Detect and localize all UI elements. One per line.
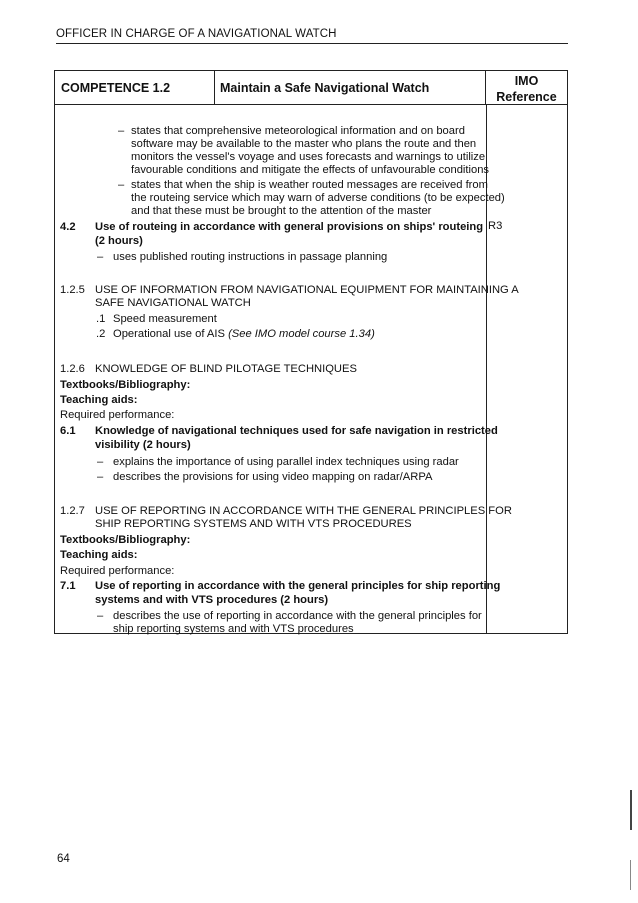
item-number: 7.1 xyxy=(60,580,76,592)
bullet-dash: – xyxy=(118,125,125,137)
item-7-1-title-line1: Use of reporting in accordance with the general principles for ship reporting xyxy=(95,580,501,592)
item-4-2-bullet: uses published routing instructions in passage planning xyxy=(113,251,388,263)
item-6-1-bullet-1: explains the importance of using parallel index techniques using radar xyxy=(113,456,459,468)
header-cell-competence xyxy=(55,71,215,104)
bullet-top-1-line1: states that comprehensive meteorological information and on board xyxy=(131,125,465,137)
subitem-ais-reference: (See IMO model course 1.34) xyxy=(228,328,375,340)
bullet-dash: – xyxy=(97,471,104,483)
running-head: OFFICER IN CHARGE OF A NAVIGATIONAL WATCH xyxy=(56,28,337,40)
subitem-ais xyxy=(113,327,375,341)
section-1-2-5-title-line2: SAFE NAVIGATIONAL WATCH xyxy=(95,297,251,309)
competence-label: COMPETENCE 1.2 xyxy=(61,81,171,95)
imo-label-line1: IMO xyxy=(514,74,539,88)
bullet-dash: – xyxy=(118,179,125,191)
section-1-2-6-title: KNOWLEDGE OF BLIND PILOTAGE TECHNIQUES xyxy=(95,363,357,375)
imo-reference-value: R3 xyxy=(488,220,503,232)
bullet-top-2-line1: states that when the ship is weather routed messages are received from xyxy=(131,179,488,191)
scan-artifact xyxy=(630,790,632,830)
bullet-top-1-line3: monitors the vessel's voyage and uses forecasts and warnings to utilize xyxy=(131,151,486,163)
imo-label-line2: Reference xyxy=(496,90,557,104)
item-6-1-bullet-2: describes the provisions for using video mapping on radar/ARPA xyxy=(113,471,433,483)
table-header-row xyxy=(55,71,567,105)
item-6-1-title-line2: visibility (2 hours) xyxy=(95,439,191,451)
bullet-dash: – xyxy=(97,610,104,622)
item-number: 6.1 xyxy=(60,425,76,437)
header-cell-imo-reference xyxy=(486,71,567,104)
textbooks-label: Textbooks/Bibliography: xyxy=(60,534,191,546)
teaching-aids-label: Teaching aids: xyxy=(60,394,138,406)
item-7-1-title-line2: systems and with VTS procedures (2 hours) xyxy=(95,594,329,606)
section-1-2-7-title-line2: SHIP REPORTING SYSTEMS AND WITH VTS PROCEDURES xyxy=(95,518,412,530)
bullet-top-2-line2: the routeing service which may warn of adverse conditions (to be expected) xyxy=(131,192,505,204)
header-rule xyxy=(56,43,568,44)
required-performance-label: Required performance: xyxy=(60,565,175,577)
teaching-aids-label: Teaching aids: xyxy=(60,549,138,561)
subitem-number: .1 xyxy=(96,313,106,325)
section-number: 1.2.6 xyxy=(60,363,85,375)
bullet-dash: – xyxy=(97,251,104,263)
subitem-speed-measurement: Speed measurement xyxy=(113,313,217,325)
item-7-1-bullet-line1: describes the use of reporting in accordance with the general principles for xyxy=(113,610,482,622)
item-number: 4.2 xyxy=(60,221,76,233)
item-6-1-title-line1: Knowledge of navigational techniques used for safe navigation in restricted xyxy=(95,425,498,437)
item-4-2-title-line2: (2 hours) xyxy=(95,235,143,247)
subitem-ais-text: Operational use of AIS xyxy=(113,328,229,340)
required-performance-label: Required performance: xyxy=(60,409,175,421)
imo-reference-label xyxy=(486,73,567,105)
page-number: 64 xyxy=(57,853,70,865)
section-1-2-5-title-line1: USE OF INFORMATION FROM NAVIGATIONAL EQUIPMENT FOR MAINTAINING A xyxy=(95,284,519,296)
section-number: 1.2.7 xyxy=(60,505,85,517)
bullet-dash: – xyxy=(97,456,104,468)
scan-artifact xyxy=(630,860,631,890)
item-4-2-title-line1: Use of routeing in accordance with general provisions on ships' routeing xyxy=(95,221,484,233)
competence-title: Maintain a Safe Navigational Watch xyxy=(220,81,430,95)
bullet-top-1-line2: software may be available to the master who plans the route and then xyxy=(131,138,477,150)
section-1-2-7-title-line1: USE OF REPORTING IN ACCORDANCE WITH THE GENERAL PRINCIPLES FOR xyxy=(95,505,512,517)
item-7-1-bullet-line2: ship reporting systems and with VTS procedures xyxy=(113,623,354,635)
section-number: 1.2.5 xyxy=(60,284,85,296)
textbooks-label: Textbooks/Bibliography: xyxy=(60,379,191,391)
bullet-top-1-line4: favourable conditions and mitigate the effects of unfavourable conditions xyxy=(131,164,490,176)
bullet-top-2-line3: and that these must be brought to the attention of the master xyxy=(131,205,432,217)
subitem-number: .2 xyxy=(96,328,106,340)
header-cell-title xyxy=(214,71,486,104)
